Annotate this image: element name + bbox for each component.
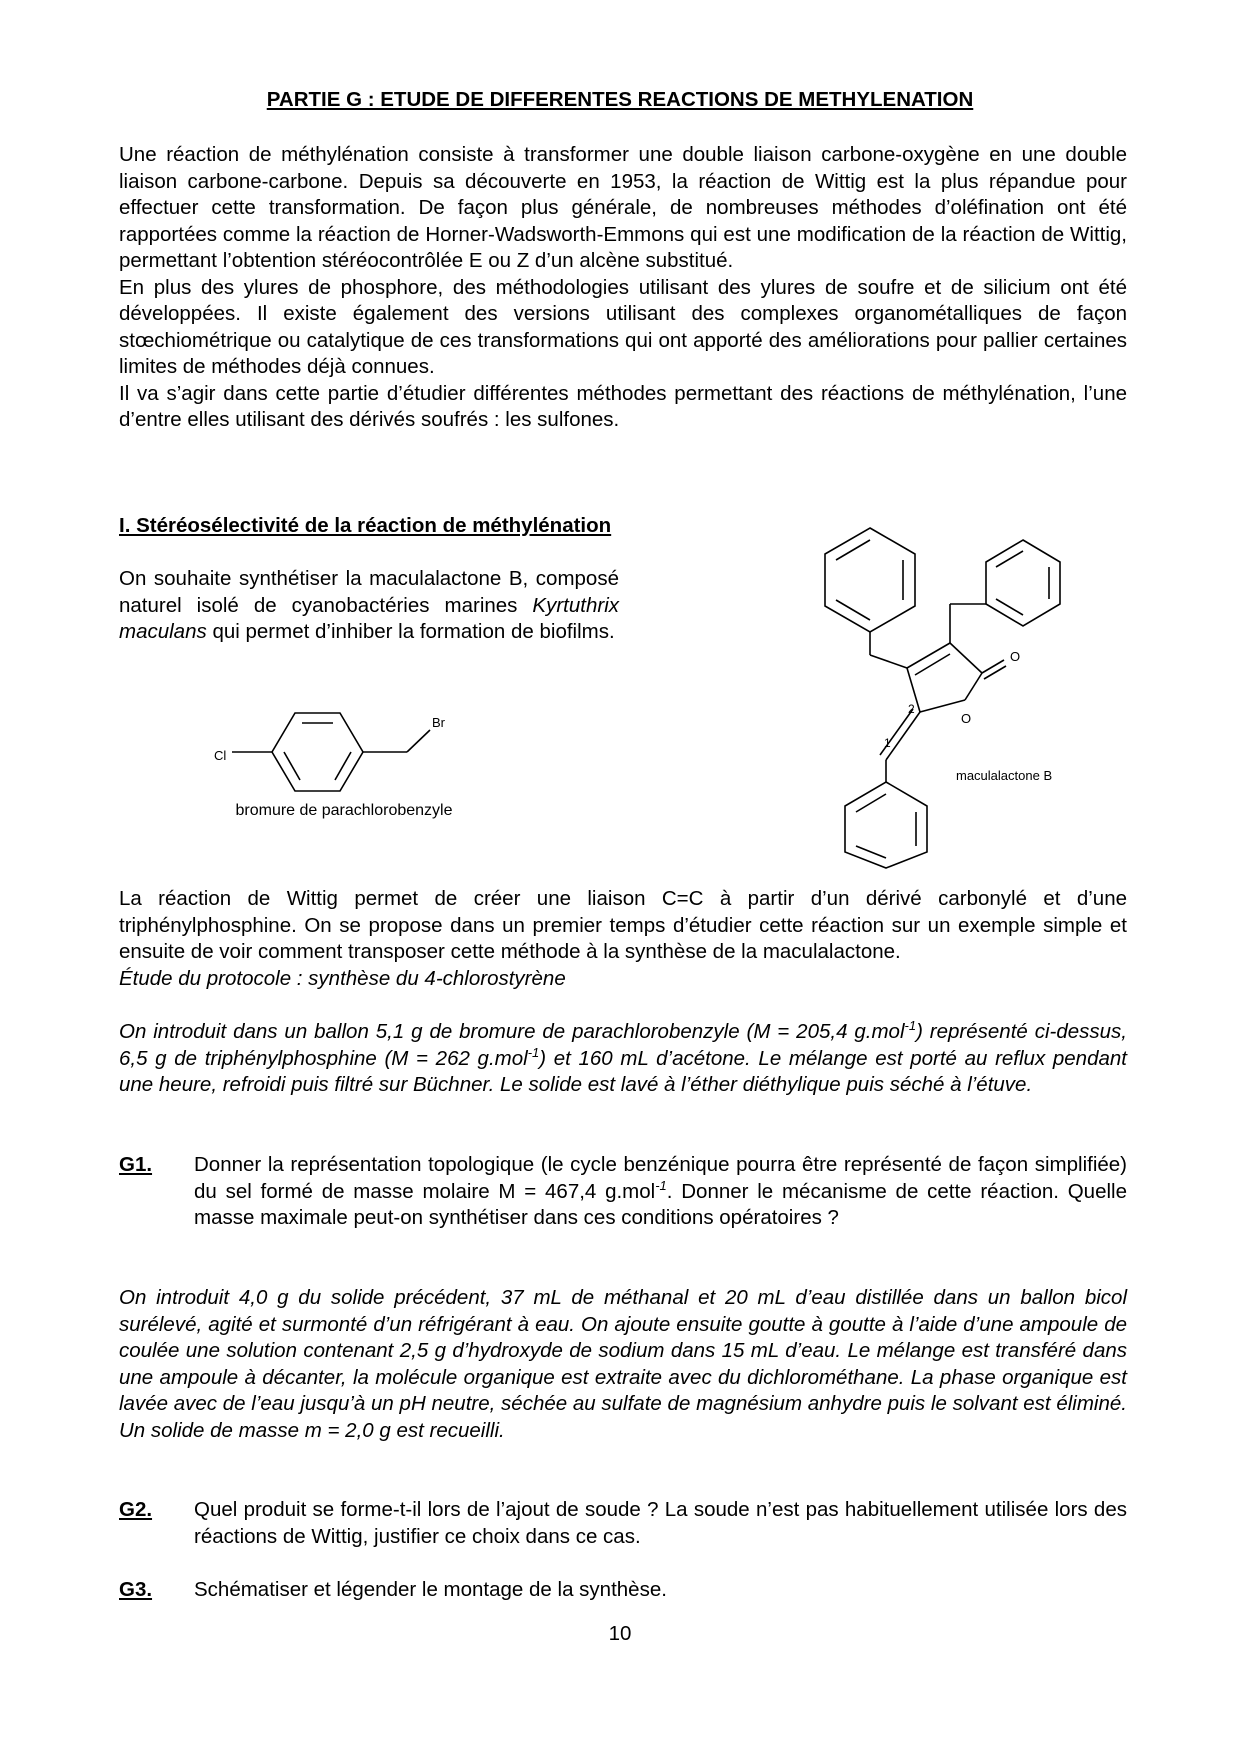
atom-number-2: 2	[908, 702, 915, 716]
exponent: -1	[527, 1044, 540, 1060]
intro-paragraph-1: Une réaction de méthylénation consiste à transformer une double liaison carbone-oxygène en une double liaison carbone-carbone. Depuis sa découverte en 1953, la réaction de Wittig est la plus répandue pour effectuer cette transformation. De façon plus générale, de nombreuses méthodes d’oléfination ont été rapportées comme la réaction de Horner-Wadsworth-Emmons qui est une modification de la réaction de Wittig, permettant l’obtention stéréocontrôlée E ou Z d’un alcène substitué.	[119, 143, 1127, 272]
intro-text-after: qui permet d’inhiber la formation de biofilms.	[206, 620, 615, 643]
question-text: Schématiser et légender le montage de la synthèse.	[194, 1578, 667, 1601]
section-intro	[119, 566, 619, 646]
question-g2	[119, 1497, 1127, 1550]
ring-oxygen: O	[961, 711, 972, 726]
protocol-1-part-a: On introduit dans un ballon 5,1 g de bromure de parachlorobenzyle (M = 205,4 g.mol	[119, 1020, 905, 1043]
wittig-paragraph: La réaction de Wittig permet de créer une liaison C=C à partir d’un dérivé carbonylé et d’une triphénylphosphine. On se propose dans un premier temps d’étudier cette réaction sur un exemple simple et ensuite de voir comment transposer cette méthode à la synthèse de la maculalactone.	[119, 887, 1127, 963]
bromine-label: Br	[432, 715, 445, 730]
bromide-caption: bromure de parachlorobenzyle	[235, 802, 453, 819]
exponent: -1	[655, 1177, 667, 1193]
atom-number-1: 1	[884, 736, 891, 750]
question-g1	[119, 1152, 1127, 1232]
carbonyl-oxygen: O	[1010, 649, 1021, 664]
question-text: Quel produit se forme-t-il lors de l’ajout de soude ? La soude n’est pas habituellement utilisée lors des réactions de Wittig, justifier ce choix dans ce cas.	[194, 1498, 1127, 1548]
bromide-structure	[205, 700, 505, 830]
protocol-1	[119, 1019, 1127, 1099]
question-label: G1.	[119, 1153, 153, 1176]
question-label: G3.	[119, 1578, 153, 1601]
protocol-1-part-b: ) représenté ci-dessus, 6,5 g de triphénylphosphine (M = 262 g.mol	[119, 1020, 1127, 1070]
page-number: 10	[608, 1622, 632, 1645]
intro-paragraph-3: Il va s’agir dans cette partie d’étudier différentes méthodes permettant des réactions de méthylénation, l’une d’entre elles utilisant des dérivés soufrés : les sulfones.	[119, 381, 1127, 431]
protocol-title: Étude du protocole : synthèse du 4-chlorostyrène	[119, 966, 566, 990]
g1-part-b: . Donner le mécanisme de cette réaction. Quelle masse maximale peut-on synthétiser dans ces conditions opératoires ?	[194, 1179, 1127, 1229]
protocol-1-part-c: ) et 160 mL d’acétone. Le mélange est porté au reflux pendant une heure, refroidi puis filtré sur Büchner. Le solide est lavé à l’éther diéthylique puis séché à l’étuve.	[119, 1046, 1127, 1096]
species-name: Kyrtuthrix maculans	[119, 593, 619, 643]
question-label: G2.	[119, 1498, 153, 1521]
intro-text-before: On souhaite synthétiser la maculalactone B, composé naturel isolé de cyanobactéries marines	[119, 567, 619, 617]
g1-part-a: Donner la représentation topologique (le cycle benzénique pourra être représenté de façon simplifiée) du sel formé de masse molaire M = 467,4 g.mol	[194, 1153, 1127, 1203]
section-heading: I. Stéréosélectivité de la réaction de méthylénation	[119, 514, 612, 537]
intro-paragraph-2: En plus des ylures de phosphore, des méthodologies utilisant des ylures de soufre et de silicium ont été développées. Il existe également des versions utilisant des complexes organométalliques de façon stœchiométrique ou catalytique de ces transformations qui ont apporté des améliorations pour pallier certaines limites de méthodes déjà connues.	[119, 275, 1127, 378]
chlorine-label: Cl	[214, 748, 227, 763]
intro-text	[119, 142, 1127, 434]
question-text	[194, 1152, 1127, 1232]
lactone-caption: maculalactone B	[956, 768, 1053, 783]
page-title: PARTIE G : ETUDE DE DIFFERENTES REACTIONS DE METHYLENATION	[266, 88, 974, 111]
question-g3	[119, 1577, 1127, 1604]
exponent: -1	[904, 1018, 917, 1034]
maculalactone-structure	[820, 520, 1090, 870]
wittig-text	[119, 886, 1127, 992]
protocol-2: On introduit 4,0 g du solide précédent, 37 mL de méthanal et 20 mL d’eau distillée dans un ballon bicol surélevé, agité et surmonté d’un réfrigérant à eau. On ajoute ensuite goutte à goutte à l’aide d’une ampoule de coulée une solution contenant 2,5 g d’hydroxyde de sodium dans 15 mL d’eau. Le mélange est transféré dans une ampoule à décanter, la molécule organique est extraite avec du dichlorométhane. La phase organique est lavée avec de l’eau jusqu’à un pH neutre, séchée au sulfate de magnésium anhydre puis le solvant est éliminé. Un solide de masse m = 2,0 g est recueilli.	[119, 1286, 1127, 1442]
